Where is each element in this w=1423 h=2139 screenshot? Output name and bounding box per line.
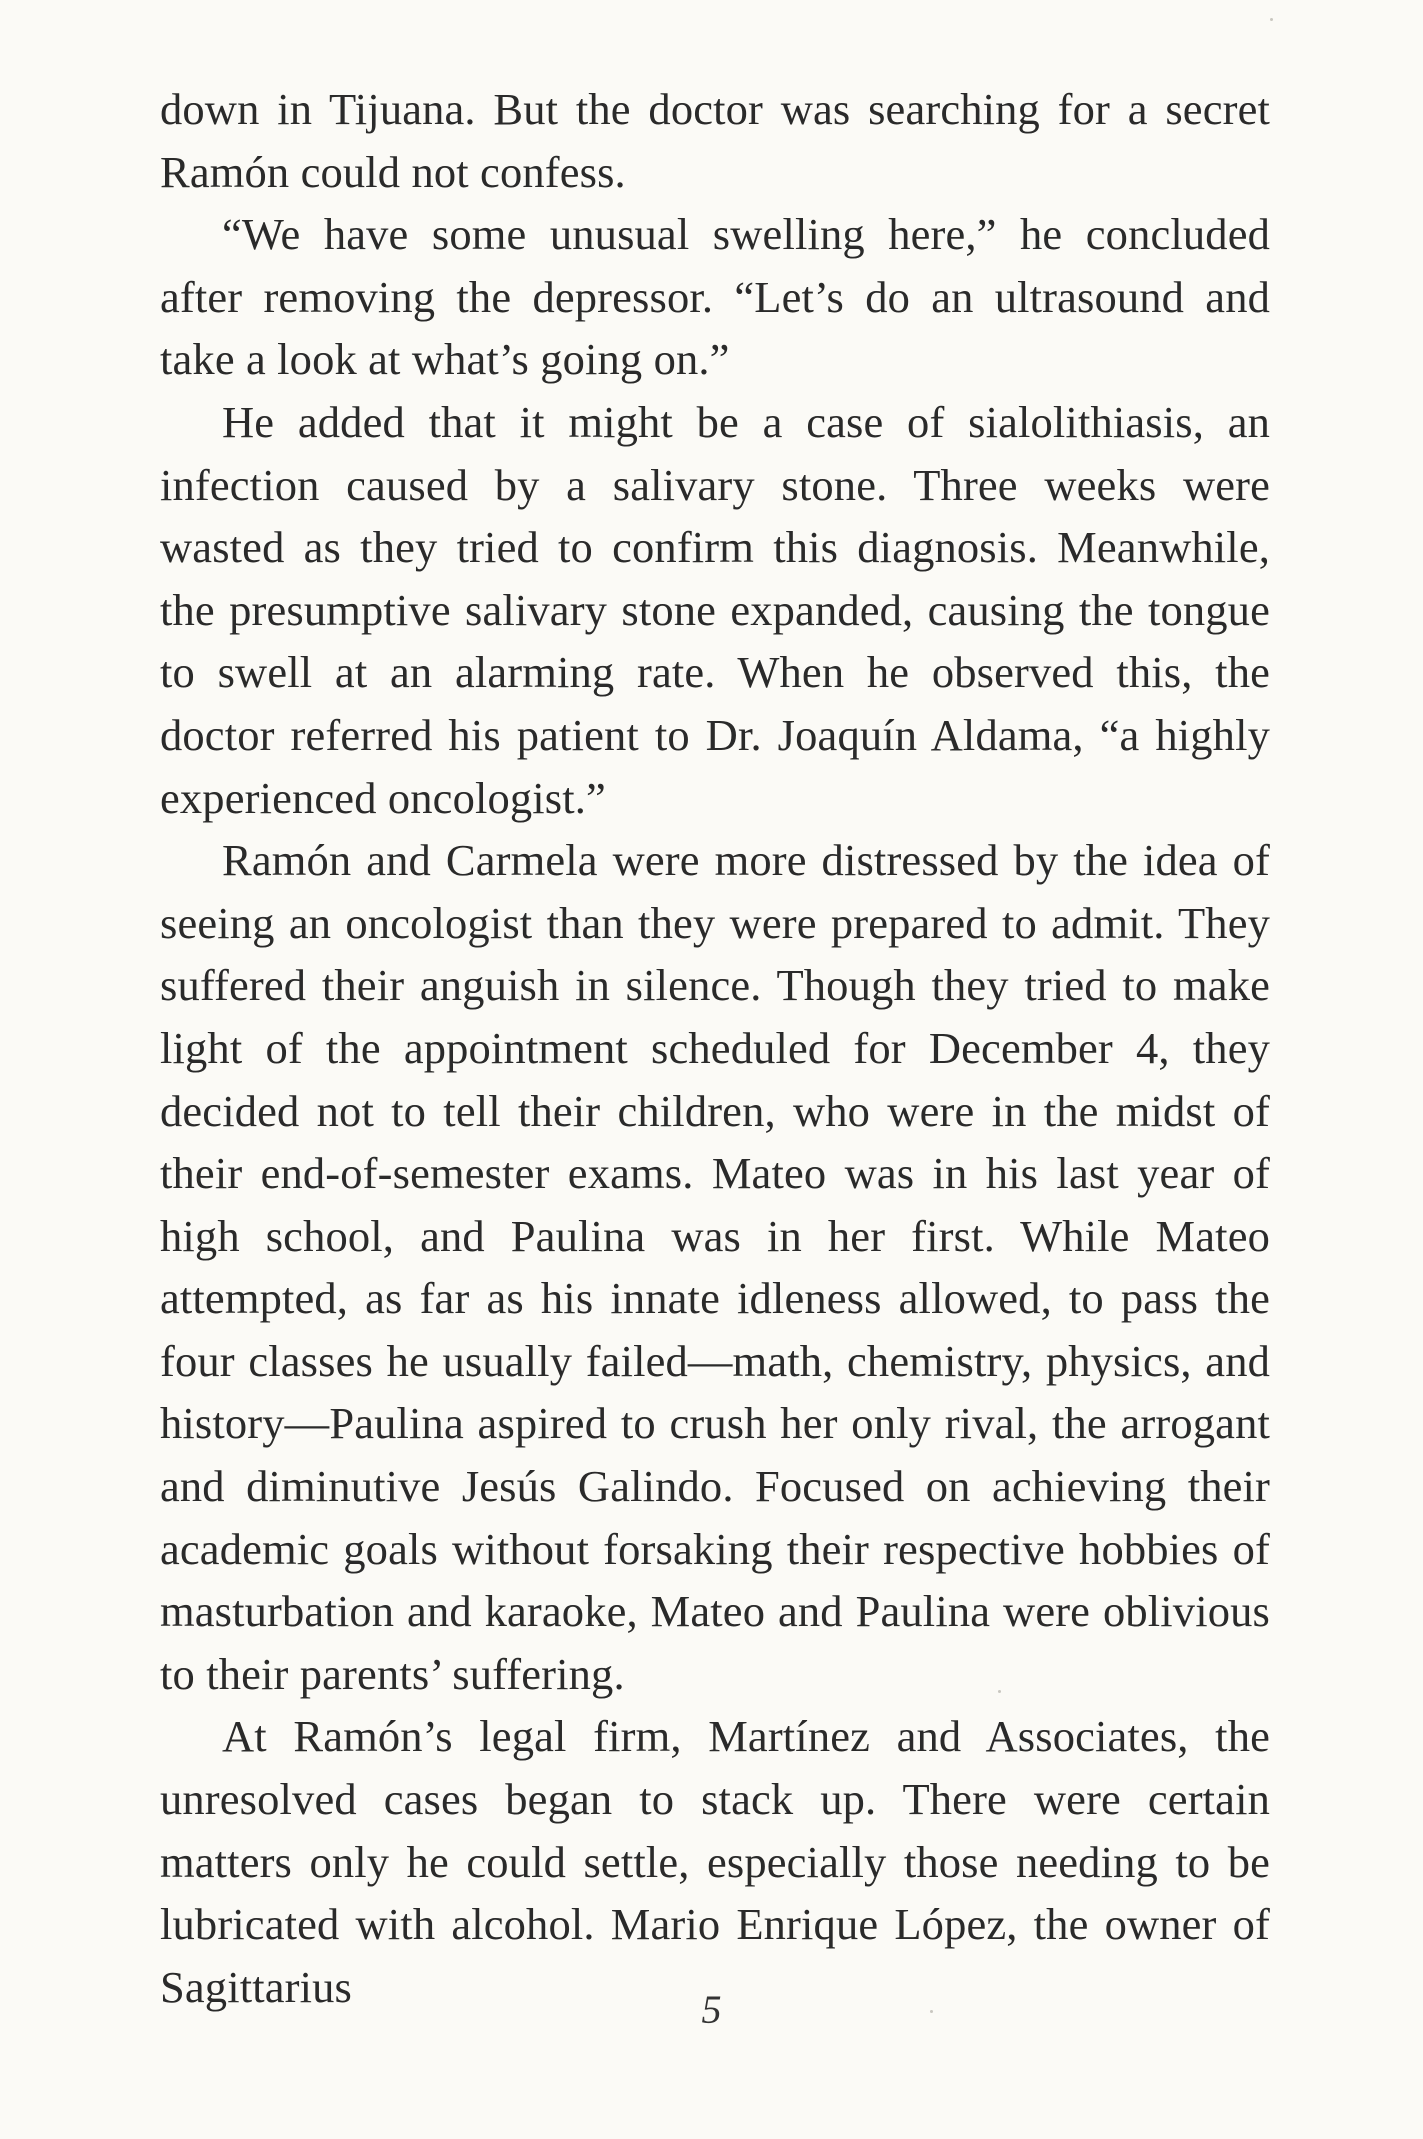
scan-artifact <box>1270 18 1273 21</box>
paragraph-legal-firm: At Ramón’s legal firm, Martínez and Associates, the unresolved cases began to stack up. There were certain matters only he could settle, especially those needing to be lubricated with alcohol. Mario Enrique López, the owner of Sagittarius <box>160 1711 1270 2012</box>
scan-artifact <box>998 1690 1001 1693</box>
paragraph-dialogue: “We have some unusual swelling here,” he concluded after removing the depressor. “Let’s do an ultrasound and take a look at what’s going on.” <box>160 209 1270 385</box>
body-text <box>160 78 1270 2018</box>
paragraph-parents: Ramón and Carmela were more distressed by the idea of seeing an oncologist than they were prepared to admit. They suffered their anguish in silence. Though they tried to make light of the appointment scheduled for December 4, they decided not to tell their children, who were in the midst of their end-of-semester exams. Mateo was in his last year of high school, and Paulina was in her first. While Mateo attempted, as far as his innate idleness allowed, to pass the four classes he usually failed—math, chemistry, physics, and history—Paulina aspired to crush her only rival, the arrogant and diminutive Jesús Galindo. Focused on achieving their academic goals without forsaking their respective hobbies of masturbation and karaoke, Mateo and Paulina were oblivious to their parents’ suffering. <box>160 835 1270 1699</box>
paragraph-continuation: down in Tijuana. But the doctor was searching for a secret Ramón could not confess. <box>160 84 1270 197</box>
paragraph-diagnosis: He added that it might be a case of sialolithiasis, an infection caused by a salivary stone. Three weeks were wasted as they tried to confirm this diagnosis. Meanwhile, the presumptive salivary stone expanded, causing the tongue to swell at an alarming rate. When he observed this, the doctor referred his patient to Dr. Joaquín Aldama, “a highly experienced oncologist.” <box>160 396 1270 823</box>
scan-artifact <box>930 2010 933 2013</box>
page-number: 5 <box>701 1987 722 2032</box>
